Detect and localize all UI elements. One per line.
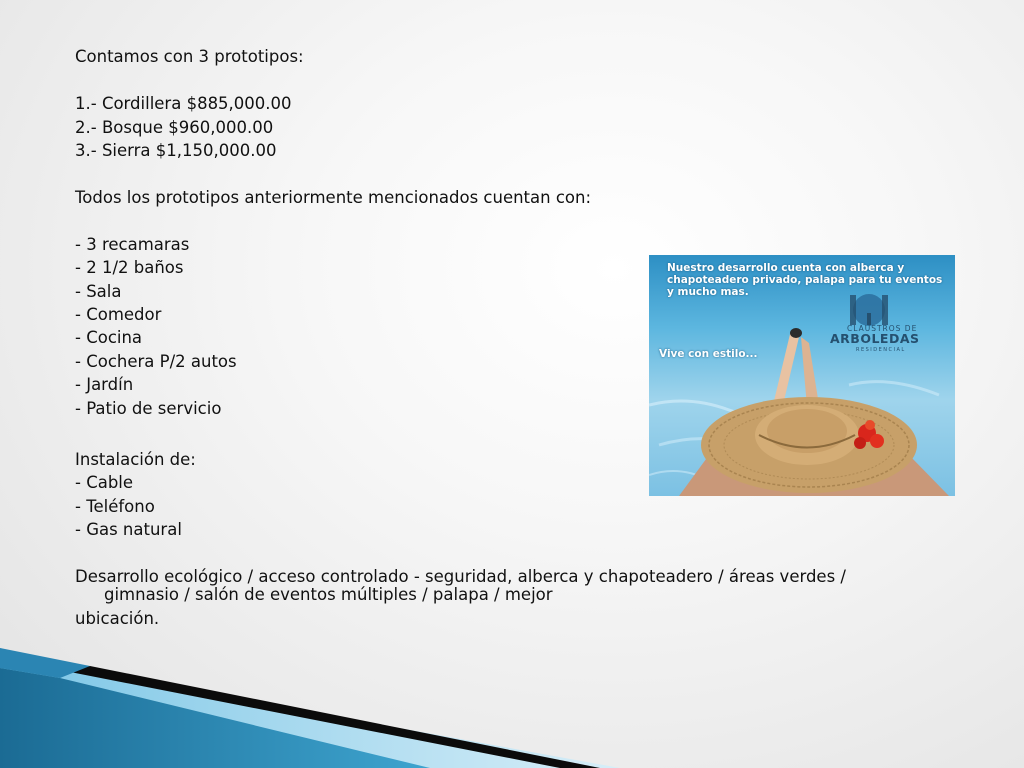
feature-item: - Comedor: [75, 305, 162, 324]
logo-top-text: CLAUSTROS DE: [847, 324, 918, 333]
installation-item: - Gas natural: [75, 520, 182, 539]
features-heading: Todos los prototipos anteriormente mencionados cuentan con:: [75, 188, 592, 207]
promo-tagline: Vive con estilo...: [659, 348, 758, 360]
amenities-line2: gimnasio / salón de eventos múltiples / palapa / mejor: [104, 585, 553, 604]
promo-image: [649, 255, 955, 496]
installation-heading: Instalación de:: [75, 450, 196, 469]
installation-item: - Cable: [75, 473, 134, 492]
amenities-line1: Desarrollo ecológico / acceso controlado - seguridad, alberca y chapoteadero / áreas verdes /: [75, 567, 846, 586]
amenities-text: [75, 568, 955, 604]
installation-item: - Teléfono: [75, 497, 155, 516]
corner-decoration: [0, 640, 1024, 768]
logo-main-text: ARBOLEDAS: [830, 331, 920, 346]
intro-text: Contamos con 3 prototipos:: [75, 47, 304, 66]
logo-sub-text: RESIDENCIAL: [856, 347, 906, 353]
feature-item: - Sala: [75, 282, 122, 301]
feature-item: - Cocina: [75, 328, 143, 347]
feature-item: - 2 1/2 baños: [75, 258, 184, 277]
feature-item: - Patio de servicio: [75, 399, 222, 418]
prototype-item: 1.- Cordillera $885,000.00: [75, 94, 292, 113]
amenities-line3: ubicación.: [75, 609, 160, 628]
feature-item: - Jardín: [75, 375, 134, 394]
promo-headline: Nuestro desarrollo cuenta con alberca y chapoteadero privado, palapa para tu eventos y mucho mas.: [667, 262, 943, 298]
feature-item: - Cochera P/2 autos: [75, 352, 237, 371]
prototype-item: 2.- Bosque $960,000.00: [75, 118, 274, 137]
prototype-item: 3.- Sierra $1,150,000.00: [75, 141, 277, 160]
feature-item: - 3 recamaras: [75, 235, 190, 254]
